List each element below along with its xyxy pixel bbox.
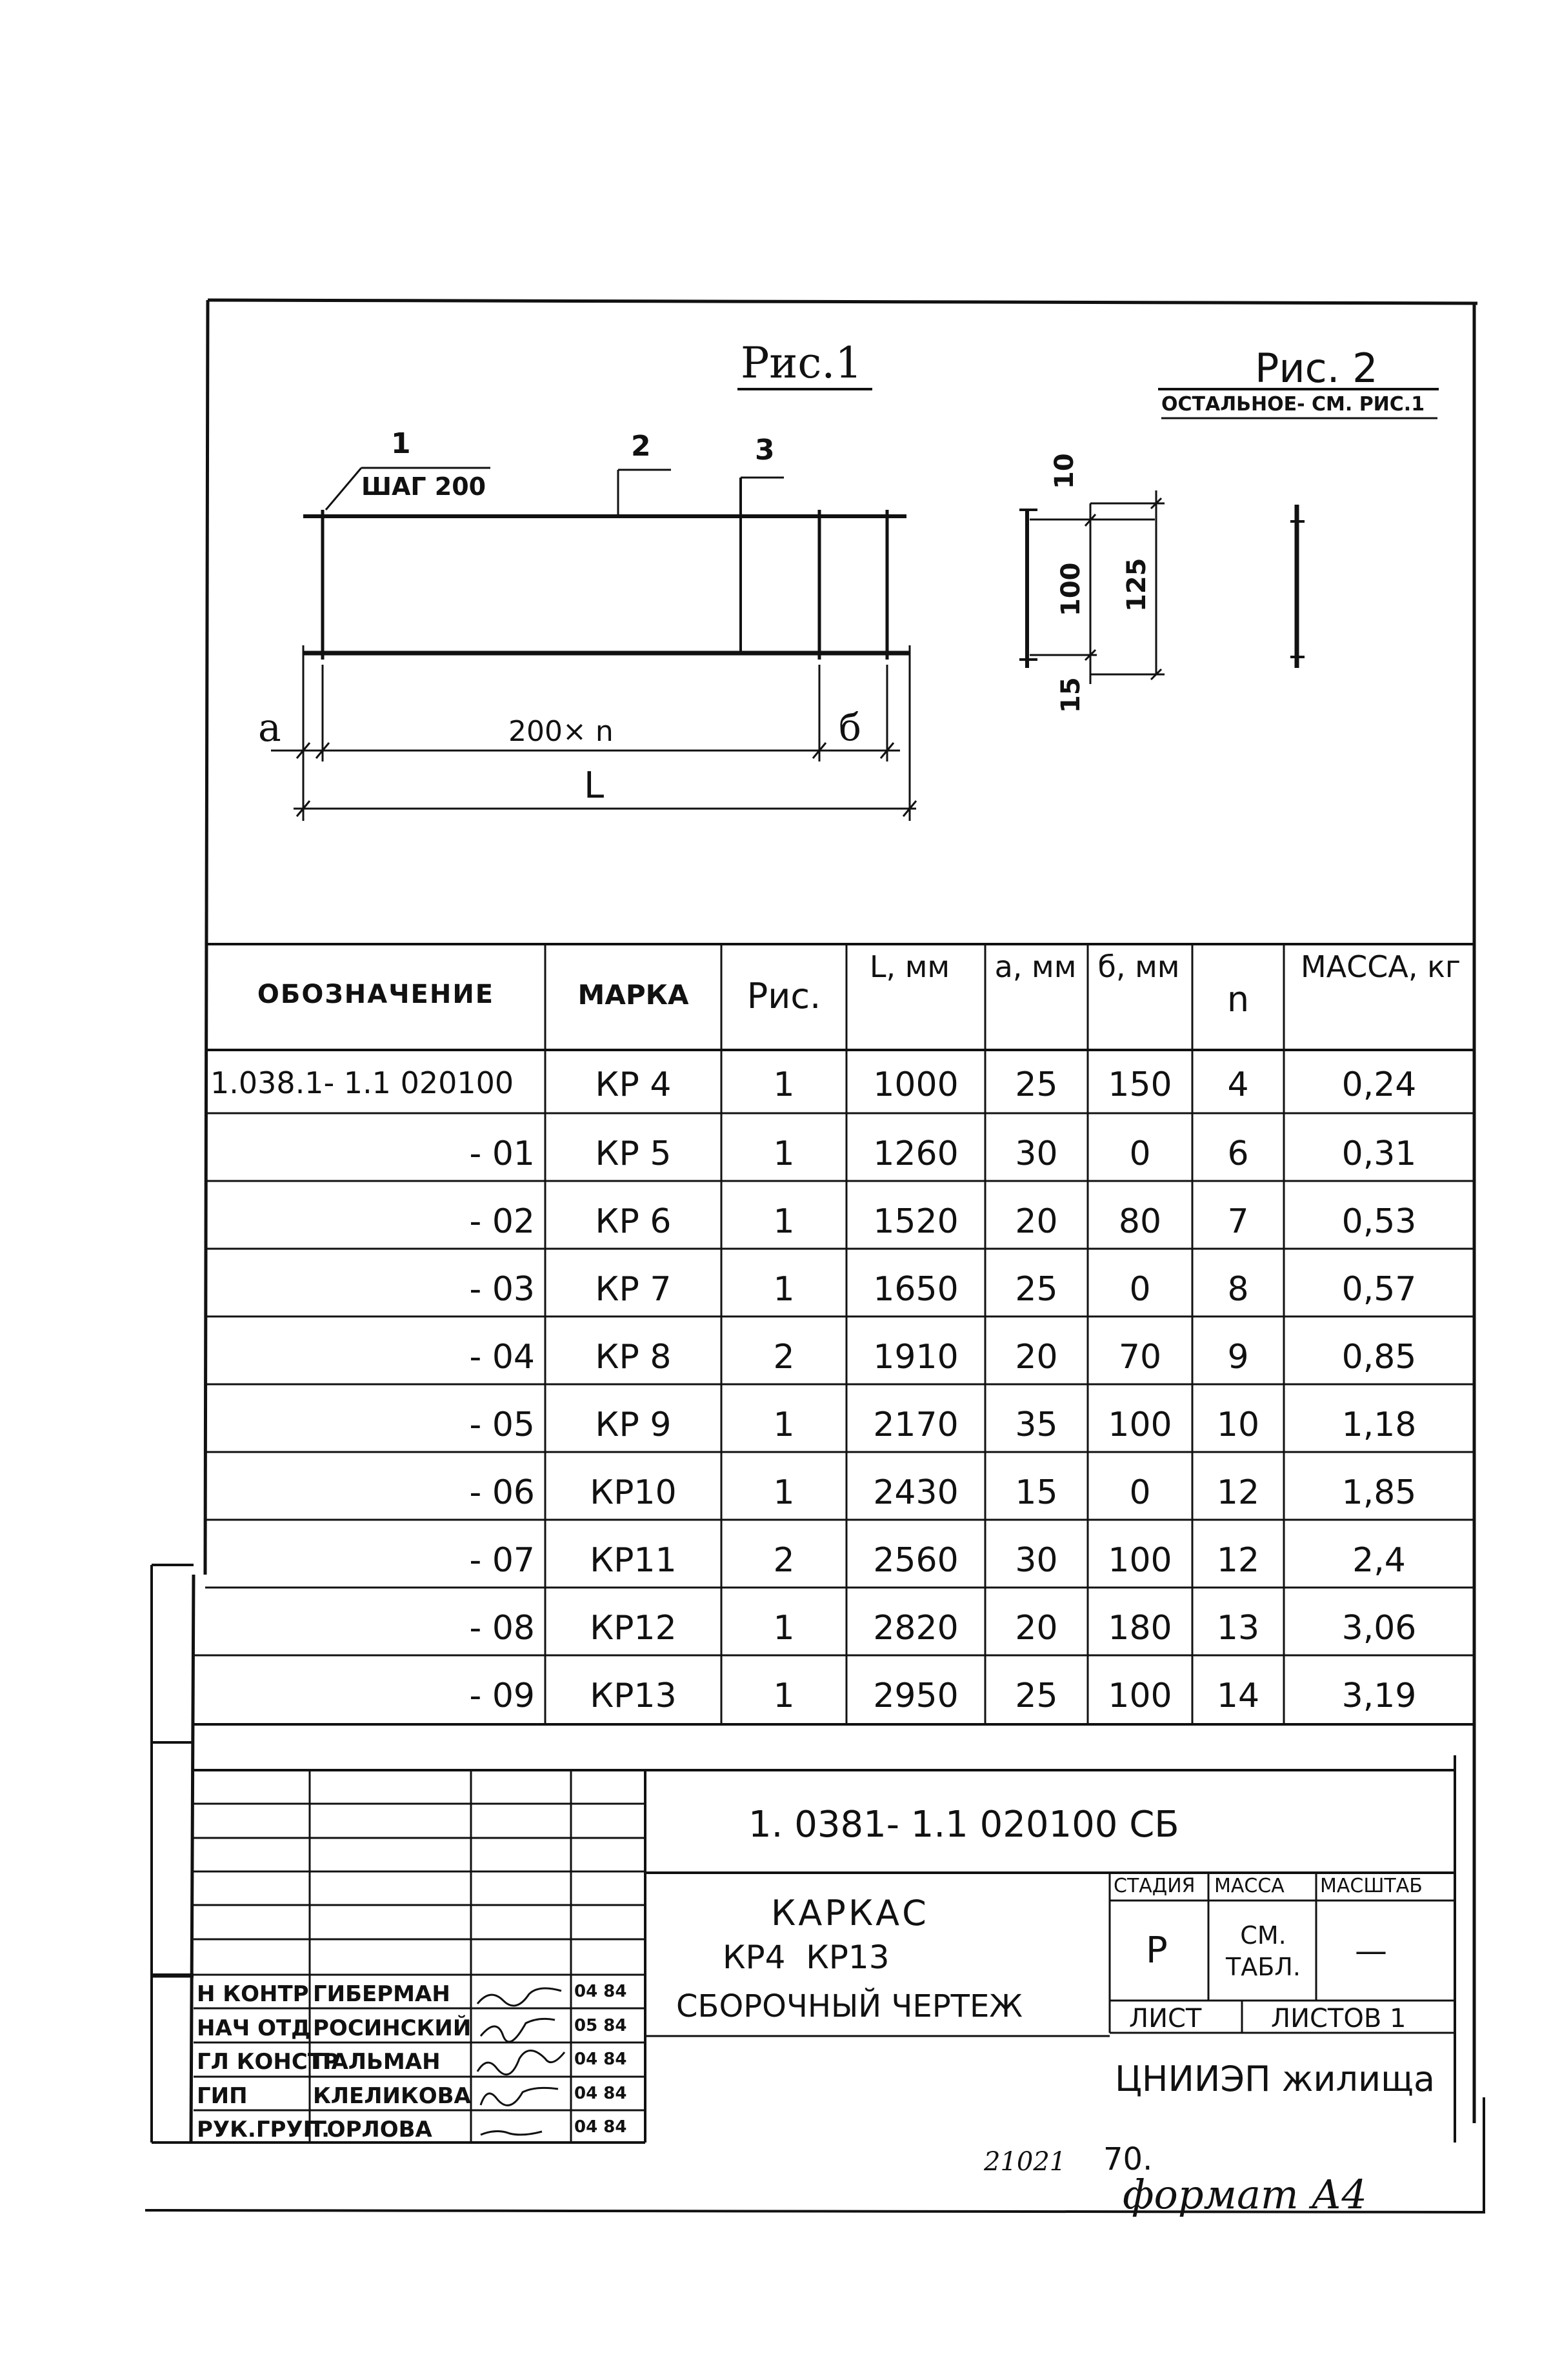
- cell-n: 7: [1227, 1202, 1249, 1241]
- fig2-dim-125: 125: [1122, 558, 1152, 612]
- cell-mass: 0,85: [1341, 1338, 1417, 1377]
- cell-mass: 0,53: [1341, 1202, 1417, 1241]
- product-name-line1: КАРКАС: [771, 1893, 929, 1933]
- signature-name: ГОРЛОВА: [313, 2117, 432, 2143]
- fig1-callout-3: 3: [755, 434, 775, 467]
- mass-header: МАССА: [1214, 1875, 1285, 1897]
- cell-figure: 1: [773, 1065, 795, 1104]
- cell-mark: КР12: [590, 1609, 677, 1648]
- signature-name: ПАЛЬМАН: [313, 2049, 441, 2075]
- cell-n: 8: [1227, 1270, 1249, 1309]
- signature-role: Н КОНТР: [197, 1981, 309, 2007]
- mass-value: СМ. ТАБЛ.: [1226, 1921, 1301, 1982]
- cell-mass: 0,24: [1341, 1065, 1417, 1104]
- cell-figure: 1: [773, 1677, 795, 1715]
- cell-b: 0: [1129, 1135, 1151, 1173]
- cell-n: 4: [1227, 1065, 1249, 1104]
- cell-designation: - 01: [469, 1135, 535, 1173]
- cell-a: 25: [1015, 1065, 1058, 1104]
- col-header-length: L, мм: [869, 949, 950, 984]
- col-header-designation: ОБОЗНАЧЕНИЕ: [257, 980, 495, 1009]
- cell-designation: - 09: [469, 1677, 535, 1715]
- signature-scribbles: [477, 1988, 565, 2135]
- cell-figure: 2: [773, 1338, 795, 1377]
- cell-figure: 1: [773, 1609, 795, 1648]
- cell-b: 0: [1129, 1473, 1151, 1512]
- signature-role: НАЧ ОТД: [197, 2015, 311, 2041]
- fig2-title: Рис. 2: [1255, 345, 1378, 392]
- fig1-dim-total: L: [584, 765, 605, 807]
- cell-b: 100: [1108, 1406, 1172, 1444]
- cell-mark: КР 8: [595, 1338, 672, 1377]
- cell-designation: - 04: [469, 1338, 535, 1377]
- cell-designation: - 03: [469, 1270, 535, 1309]
- cell-mass: 1,85: [1341, 1473, 1417, 1512]
- fig2-dim-100: 100: [1056, 562, 1086, 616]
- product-name-line2: КР4 КР13: [723, 1939, 890, 1976]
- fig2-note: ОСТАЛЬНОЕ- СМ. РИС.1: [1161, 393, 1425, 416]
- cell-b: 100: [1108, 1677, 1172, 1715]
- cell-length: 1910: [873, 1338, 959, 1377]
- scale-value: —: [1355, 1932, 1387, 1970]
- fig1-title: Рис.1: [741, 338, 863, 388]
- signature-name: РОСИНСКИЙ: [313, 2015, 472, 2041]
- cell-designation: - 06: [469, 1473, 535, 1512]
- fig1-step-label: ШАГ 200: [361, 472, 486, 501]
- cell-mass: 0,57: [1341, 1270, 1417, 1309]
- sheet-label: ЛИСТ: [1129, 2004, 1202, 2033]
- signature-date: 04 84: [574, 2084, 627, 2103]
- cell-a: 25: [1015, 1677, 1058, 1715]
- page-number: 70.: [1103, 2141, 1153, 2177]
- cell-mark: КР 7: [595, 1270, 672, 1309]
- cell-figure: 1: [773, 1270, 795, 1309]
- fig1-dim-b: б: [839, 705, 861, 749]
- format-label: формат А4: [1123, 2171, 1367, 2218]
- scale-header: МАСШТАБ: [1320, 1875, 1423, 1897]
- stage-value: Р: [1146, 1930, 1168, 1972]
- cell-length: 1000: [873, 1065, 959, 1104]
- cell-a: 30: [1015, 1135, 1058, 1173]
- cell-mark: КР 9: [595, 1406, 672, 1444]
- cell-length: 2820: [873, 1609, 959, 1648]
- cell-figure: 1: [773, 1406, 795, 1444]
- cell-mass: 3,06: [1341, 1609, 1417, 1648]
- product-name-line3: СБОРОЧНЫЙ ЧЕРТЕЖ: [676, 1988, 1023, 2024]
- cell-mark: КР 6: [595, 1202, 672, 1241]
- cell-b: 80: [1118, 1202, 1162, 1241]
- cell-length: 2430: [873, 1473, 959, 1512]
- cell-a: 35: [1015, 1406, 1058, 1444]
- cell-length: 1520: [873, 1202, 959, 1241]
- cell-designation: 1.038.1- 1.1 020100: [210, 1065, 514, 1100]
- cell-a: 20: [1015, 1338, 1058, 1377]
- col-header-b: б, мм: [1097, 949, 1180, 984]
- cell-mark: КР10: [590, 1473, 677, 1512]
- cell-b: 0: [1129, 1270, 1151, 1309]
- signature-date: 04 84: [574, 2117, 627, 2137]
- cell-length: 2560: [873, 1541, 959, 1580]
- cell-b: 70: [1118, 1338, 1162, 1377]
- cell-n: 12: [1216, 1541, 1260, 1580]
- fig1-dim-span: 200× n: [508, 715, 614, 748]
- cell-mass: 0,31: [1341, 1135, 1417, 1173]
- cell-a: 25: [1015, 1270, 1058, 1309]
- cell-designation: - 08: [469, 1609, 535, 1648]
- cell-mark: КР11: [590, 1541, 677, 1580]
- sheets-label: ЛИСТОВ 1: [1271, 2004, 1406, 2033]
- cell-length: 2170: [873, 1406, 959, 1444]
- cell-figure: 1: [773, 1202, 795, 1241]
- cell-b: 150: [1108, 1065, 1172, 1104]
- stage-header: СТАДИЯ: [1114, 1875, 1196, 1897]
- col-header-mark: МАРКА: [577, 979, 689, 1011]
- cell-figure: 1: [773, 1473, 795, 1512]
- cell-a: 20: [1015, 1202, 1058, 1241]
- cell-n: 14: [1216, 1677, 1260, 1715]
- cell-n: 9: [1227, 1338, 1249, 1377]
- cell-designation: - 05: [469, 1406, 535, 1444]
- signature-date: 04 84: [574, 2050, 627, 2069]
- cell-n: 6: [1227, 1135, 1249, 1173]
- signature-role: ГЛ КОНСТР: [197, 2049, 339, 2075]
- inventory-number: 21021: [984, 2147, 1066, 2177]
- cell-n: 13: [1216, 1609, 1260, 1648]
- col-header-mass: МАССА, кг: [1300, 949, 1461, 984]
- cell-a: 20: [1015, 1609, 1058, 1648]
- cell-figure: 1: [773, 1135, 795, 1173]
- signature-date: 05 84: [574, 2016, 627, 2035]
- cell-designation: - 07: [469, 1541, 535, 1580]
- fig2-dim-10: 10: [1050, 453, 1079, 489]
- fig1-callout-2: 2: [631, 430, 651, 463]
- col-header-figure: Рис.: [746, 976, 821, 1016]
- organization-name: ЦНИИЭП жилища: [1115, 2059, 1436, 2099]
- signature-role: ГИП: [197, 2083, 248, 2109]
- cell-n: 10: [1216, 1406, 1260, 1444]
- cell-mark: КР13: [590, 1677, 677, 1715]
- cell-mark: КР 5: [595, 1135, 672, 1173]
- cell-n: 12: [1216, 1473, 1260, 1512]
- signature-name: КЛЕЛИКОВА: [313, 2083, 471, 2109]
- cell-a: 30: [1015, 1541, 1058, 1580]
- cell-mark: КР 4: [595, 1065, 672, 1104]
- fig1-callout-1: 1: [391, 427, 411, 460]
- col-header-n: n: [1226, 979, 1250, 1020]
- col-header-a: a, мм: [994, 949, 1077, 984]
- cell-b: 180: [1108, 1609, 1172, 1648]
- cell-length: 2950: [873, 1677, 959, 1715]
- fig1-dim-a: a: [258, 705, 281, 751]
- cell-a: 15: [1015, 1473, 1058, 1512]
- cell-length: 1650: [873, 1270, 959, 1309]
- cell-b: 100: [1108, 1541, 1172, 1580]
- signature-role: РУК.ГРУП.: [197, 2117, 330, 2143]
- cell-mass: 1,18: [1341, 1406, 1417, 1444]
- signature-name: ГИБЕРМАН: [313, 1981, 450, 2007]
- cell-mass: 2,4: [1352, 1541, 1406, 1580]
- fig2-dim-15: 15: [1056, 677, 1086, 713]
- signature-date: 04 84: [574, 1982, 627, 2001]
- document-code: 1. 0381- 1.1 020100 СБ: [748, 1804, 1179, 1846]
- cell-mass: 3,19: [1341, 1677, 1417, 1715]
- cell-designation: - 02: [469, 1202, 535, 1241]
- cell-length: 1260: [873, 1135, 959, 1173]
- cell-figure: 2: [773, 1541, 795, 1580]
